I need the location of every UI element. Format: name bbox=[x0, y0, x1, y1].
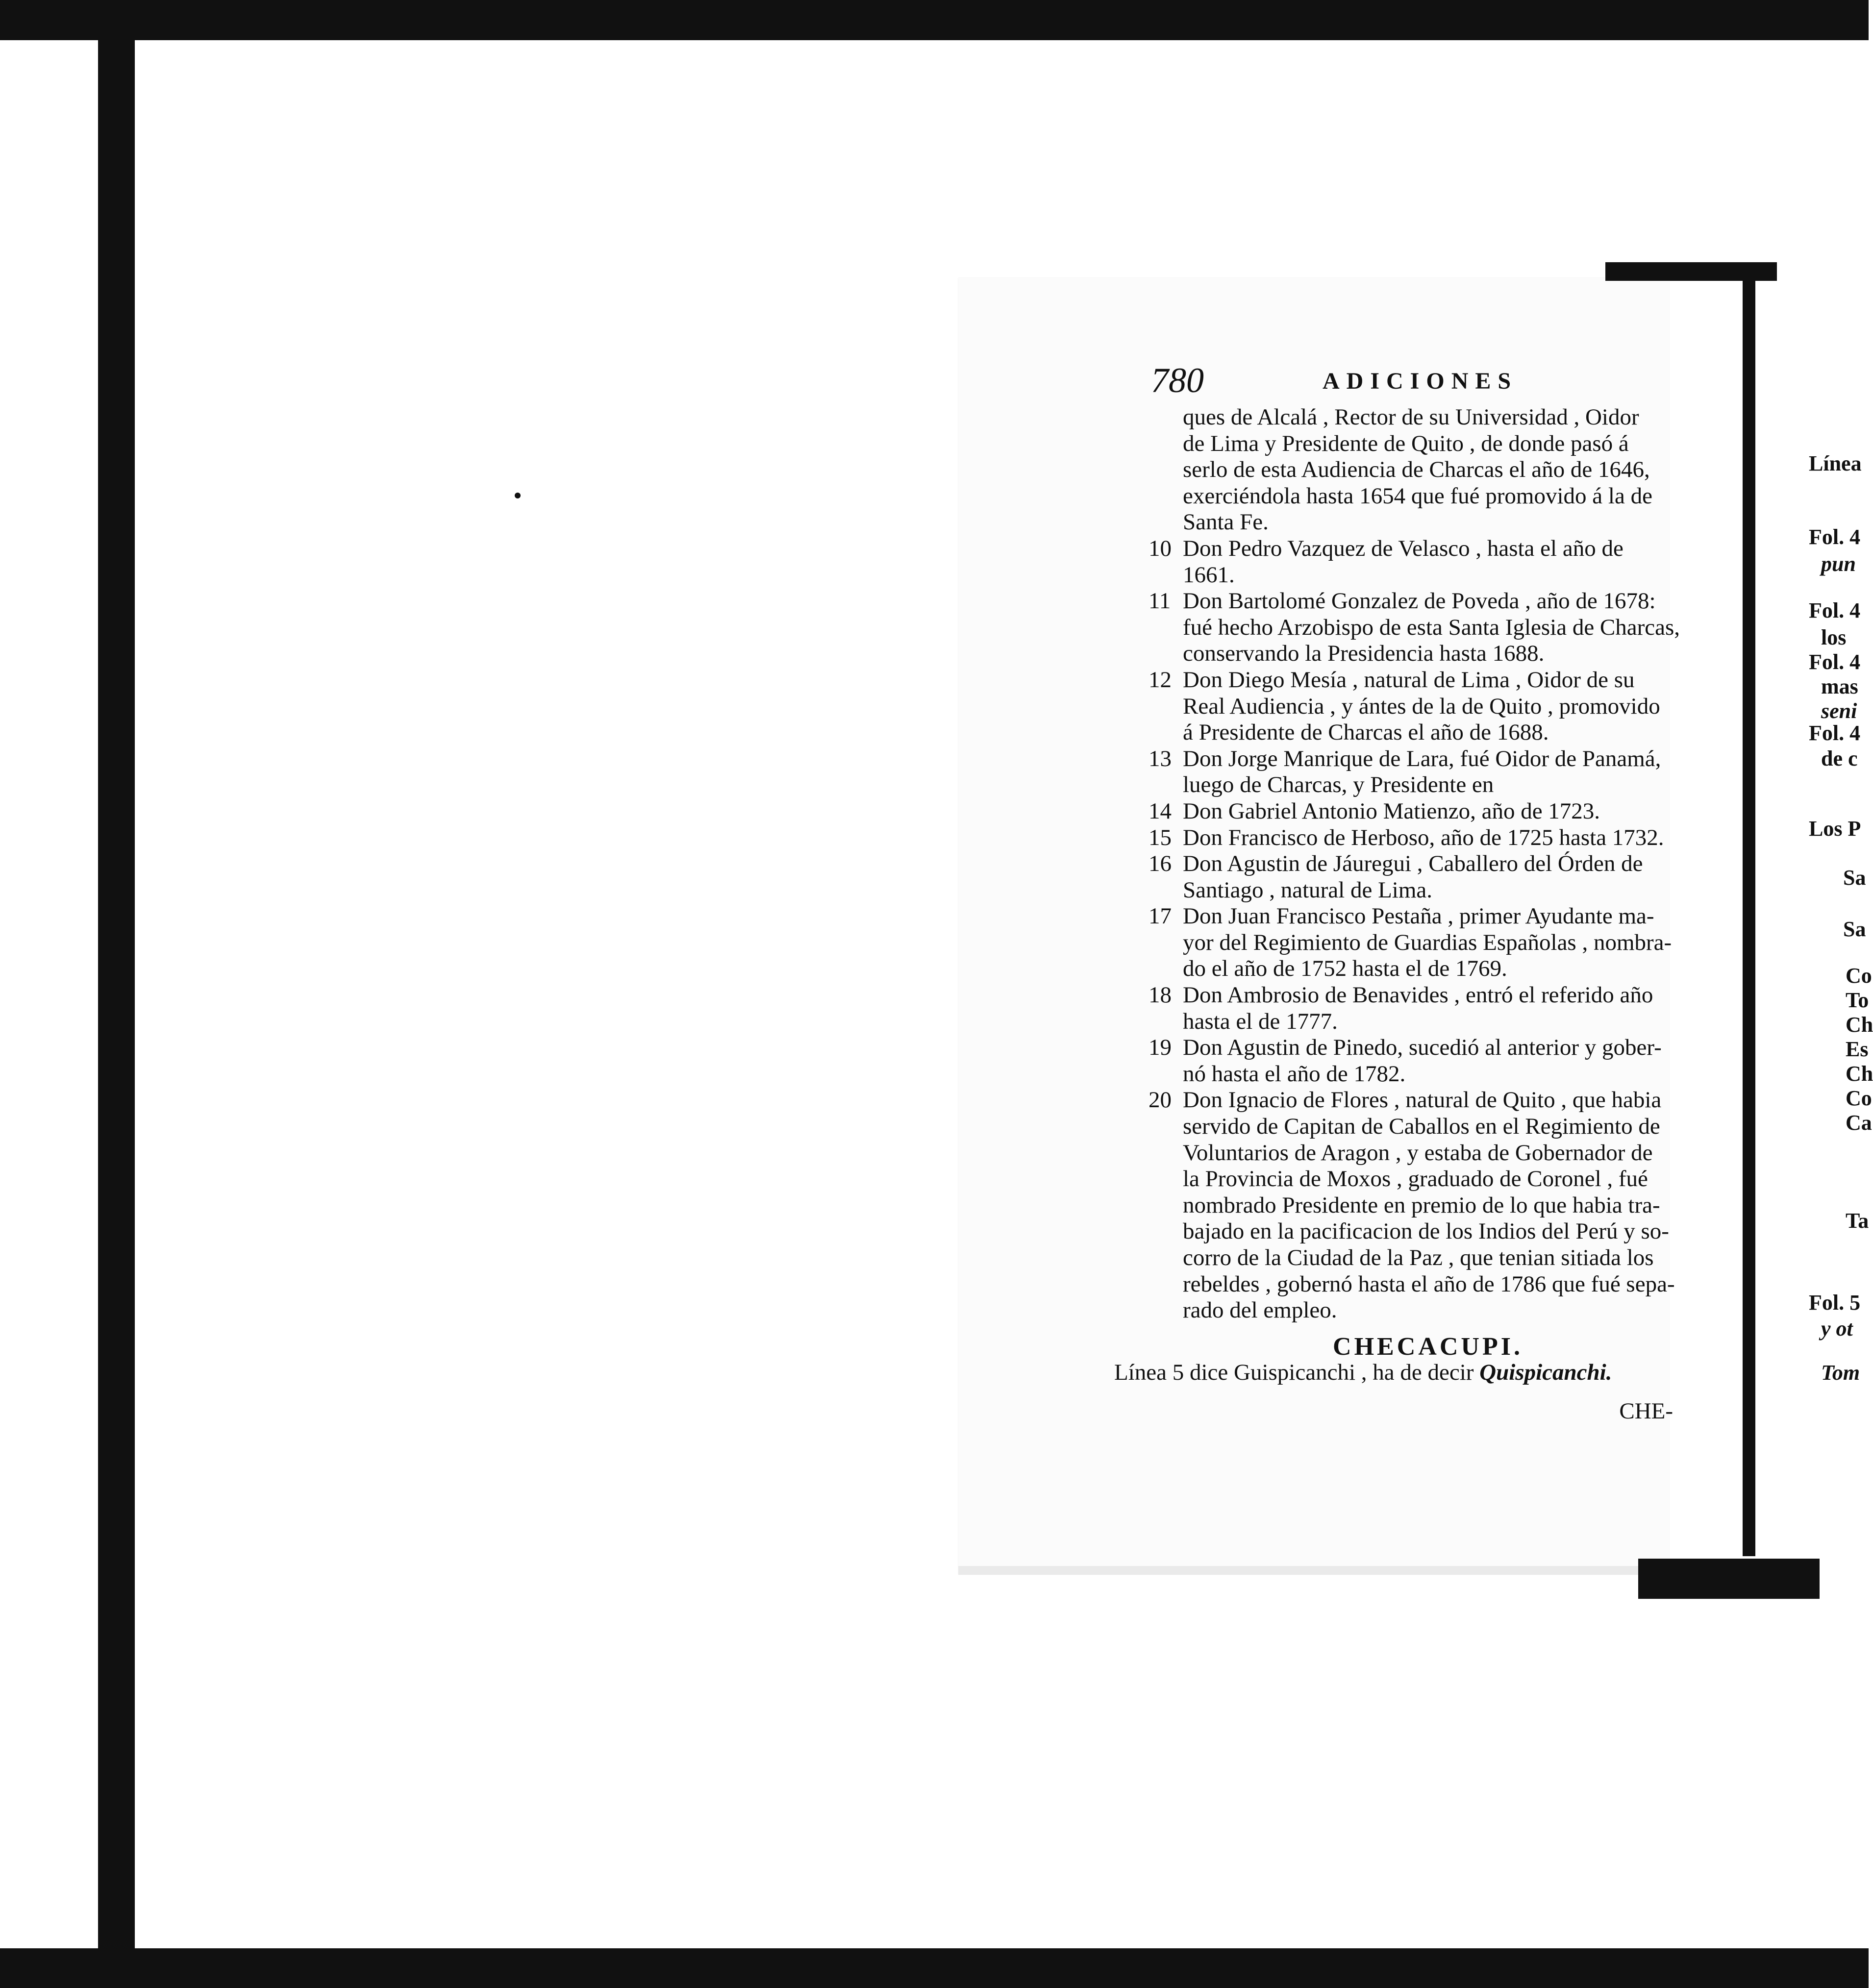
fragment: To bbox=[1846, 988, 1869, 1012]
text-line bbox=[1149, 483, 1707, 510]
entry-text: Voluntarios de Aragon , y estaba de Gobernador de bbox=[1183, 1140, 1653, 1166]
entry-text: Don Francisco de Herboso, año de 1725 hasta 1732. bbox=[1183, 824, 1664, 850]
text-line bbox=[1149, 1245, 1707, 1271]
entry-text: luego de Charcas, y Presidente en bbox=[1183, 772, 1494, 798]
fragment: Línea bbox=[1809, 451, 1862, 475]
entry-text: Don Pedro Vazquez de Velasco , hasta el año de bbox=[1183, 535, 1623, 561]
text-line bbox=[1149, 1166, 1707, 1193]
entry-text: nombrado Presidente en premio de lo que habia tra- bbox=[1183, 1192, 1660, 1218]
running-head bbox=[1151, 360, 1673, 404]
text-line bbox=[1149, 404, 1707, 431]
text-line bbox=[1149, 431, 1707, 457]
fragment: Fol. 5 bbox=[1809, 1291, 1861, 1315]
text-line bbox=[1149, 1009, 1707, 1035]
entry-number: 20 bbox=[1149, 1087, 1172, 1113]
entry-text: la Provincia de Moxos , graduado de Coronel , fué bbox=[1183, 1166, 1648, 1192]
fragment: pun bbox=[1821, 552, 1856, 576]
scan-border-top bbox=[0, 0, 1869, 40]
fragment: Ta bbox=[1846, 1209, 1869, 1233]
entry-number: 12 bbox=[1149, 667, 1172, 693]
entry-number: 14 bbox=[1149, 798, 1172, 824]
entry-number: 13 bbox=[1149, 746, 1172, 771]
fragment: Fol. 4 bbox=[1809, 721, 1861, 745]
book-clip-spine bbox=[1743, 262, 1755, 1556]
entry-number: 10 bbox=[1149, 535, 1172, 561]
entry-text: conservando la Presidencia hasta 1688. bbox=[1183, 641, 1545, 667]
fragment: Co bbox=[1846, 964, 1872, 988]
entry-text: servido de Capitan de Caballos en el Regimiento de bbox=[1183, 1114, 1660, 1140]
text-line bbox=[1149, 1218, 1707, 1245]
text-line bbox=[1149, 1140, 1707, 1167]
text-line bbox=[1149, 1193, 1707, 1219]
fragment: los bbox=[1821, 625, 1847, 649]
section-heading: CHECACUPI. bbox=[1333, 1332, 1523, 1361]
entry-text: Real Audiencia , y ántes de la de Quito , promovido bbox=[1183, 693, 1660, 719]
text-line bbox=[1149, 536, 1707, 562]
entry-number: 17 bbox=[1149, 903, 1172, 929]
text-line bbox=[1149, 588, 1707, 615]
text-line bbox=[1149, 798, 1707, 825]
text-line bbox=[1149, 1271, 1707, 1298]
entry-text: Don Diego Mesía , natural de Lima , Oidor de su bbox=[1183, 667, 1635, 693]
entry-text: 1661. bbox=[1183, 562, 1235, 588]
entry-text: de Lima y Presidente de Quito , de donde pasó á bbox=[1183, 430, 1629, 456]
text-line bbox=[1149, 615, 1707, 641]
text-line bbox=[1149, 825, 1707, 851]
text-line bbox=[1149, 562, 1707, 589]
text-line bbox=[1149, 903, 1707, 930]
entry-text: fué hecho Arzobispo de esta Santa Iglesia de Charcas, bbox=[1183, 614, 1680, 640]
page-leaf-shadow bbox=[958, 1566, 1669, 1575]
fragment: Sa bbox=[1843, 866, 1866, 890]
entry-text: corro de la Ciudad de la Paz , que tenian sitiada los bbox=[1183, 1245, 1654, 1270]
page-title: ADICIONES bbox=[1323, 368, 1518, 394]
text-line bbox=[1149, 877, 1707, 904]
fragment: Fol. 4 bbox=[1809, 598, 1861, 622]
fragment: Es bbox=[1846, 1037, 1869, 1061]
entry-text: yor del Regimiento de Guardias Españolas , nombra- bbox=[1183, 929, 1672, 955]
text-line bbox=[1149, 956, 1707, 982]
text-line bbox=[1149, 457, 1707, 483]
entry-number: 19 bbox=[1149, 1035, 1172, 1061]
fragment: seni bbox=[1821, 699, 1857, 723]
entry-text: Don Ambrosio de Benavides , entró el referido año bbox=[1183, 982, 1653, 1008]
entry-number: 18 bbox=[1149, 982, 1172, 1008]
dust-speck bbox=[110, 1755, 121, 1767]
entry-text: bajado en la pacificacion de los Indios del Perú y so- bbox=[1183, 1218, 1669, 1244]
entry-text: Don Jorge Manrique de Lara, fué Oidor de Panamá, bbox=[1183, 746, 1661, 771]
fragment: de c bbox=[1821, 746, 1858, 770]
page-body bbox=[1114, 404, 1707, 1425]
fragment: Ch bbox=[1846, 1013, 1873, 1037]
adjacent-page-edge bbox=[1809, 402, 1873, 1431]
spacer bbox=[1149, 1324, 1707, 1334]
dust-speck bbox=[515, 493, 521, 498]
text-line bbox=[1149, 1114, 1707, 1140]
spacer bbox=[1149, 1386, 1707, 1398]
entry-text: Don Bartolomé Gonzalez de Poveda , año de 1678: bbox=[1183, 588, 1656, 614]
text-line bbox=[1149, 509, 1707, 536]
entry-text: hasta el de 1777. bbox=[1183, 1008, 1338, 1034]
text-line bbox=[1149, 772, 1707, 798]
catchword: CHE- bbox=[1619, 1398, 1673, 1424]
correction-text: Línea 5 dice Guispicanchi , ha de decir bbox=[1114, 1360, 1480, 1386]
fragment: Co bbox=[1846, 1086, 1872, 1110]
text-line bbox=[1149, 930, 1707, 956]
fragment: Sa bbox=[1843, 917, 1866, 941]
entry-text: Don Ignacio de Flores , natural de Quito , que habia bbox=[1183, 1087, 1662, 1113]
fragment: Fol. 4 bbox=[1809, 650, 1861, 674]
entry-text: nó hasta el año de 1782. bbox=[1183, 1061, 1406, 1087]
text-line bbox=[1149, 1035, 1707, 1061]
text-line bbox=[1149, 667, 1707, 694]
entry-text: ques de Alcalá , Rector de su Universidad , Oidor bbox=[1183, 404, 1639, 430]
scan-border-bottom bbox=[0, 1948, 1869, 1988]
entry-number: 15 bbox=[1149, 824, 1172, 850]
text-line bbox=[1149, 694, 1707, 720]
entry-text: Don Agustin de Pinedo, sucedió al anterior y gober- bbox=[1183, 1035, 1662, 1061]
text-line bbox=[1149, 1061, 1707, 1088]
text-line bbox=[1149, 1297, 1707, 1324]
book-clip-bottom bbox=[1638, 1559, 1820, 1599]
entry-text: rebeldes , gobernó hasta el año de 1786 que fué sepa- bbox=[1183, 1271, 1675, 1297]
text-line bbox=[1149, 746, 1707, 772]
text-line bbox=[1149, 720, 1707, 746]
fragment: Tom bbox=[1821, 1361, 1860, 1385]
fragment: mas bbox=[1821, 674, 1858, 698]
entry-text: Santa Fe. bbox=[1183, 509, 1269, 535]
entry-number: 11 bbox=[1149, 588, 1171, 614]
entry-text: Don Agustin de Jáuregui , Caballero del Órden de bbox=[1183, 851, 1643, 877]
entry-text: rado del empleo. bbox=[1183, 1297, 1337, 1323]
fragment: y ot bbox=[1821, 1317, 1853, 1341]
entry-text: Don Gabriel Antonio Matienzo, año de 1723. bbox=[1183, 798, 1600, 824]
entry-text: Don Juan Francisco Pestaña , primer Ayudante ma- bbox=[1183, 903, 1654, 929]
entry-text: á Presidente de Charcas el año de 1688. bbox=[1183, 720, 1549, 746]
text-line bbox=[1149, 851, 1707, 877]
entry-text: do el año de 1752 hasta el de 1769. bbox=[1183, 956, 1507, 982]
fragment: Ch bbox=[1846, 1062, 1873, 1086]
scan-border-left bbox=[98, 29, 135, 1956]
text-line bbox=[1149, 1087, 1707, 1114]
text-line bbox=[1149, 641, 1707, 667]
fragment: Ca bbox=[1846, 1111, 1872, 1135]
correction-line bbox=[1114, 1360, 1707, 1386]
page-number: 780 bbox=[1151, 361, 1204, 400]
text-line bbox=[1149, 982, 1707, 1009]
fragment: Los P bbox=[1809, 817, 1861, 841]
entry-text: serlo de esta Audiencia de Charcas el año de 1646, bbox=[1183, 457, 1650, 483]
entry-text: exerciéndola hasta 1654 que fué promovido á la de bbox=[1183, 483, 1652, 509]
correction-italic: Quispicanchi. bbox=[1479, 1360, 1612, 1386]
fragment: Fol. 4 bbox=[1809, 525, 1861, 549]
entry-text: Santiago , natural de Lima. bbox=[1183, 877, 1433, 903]
entry-number: 16 bbox=[1149, 851, 1172, 877]
